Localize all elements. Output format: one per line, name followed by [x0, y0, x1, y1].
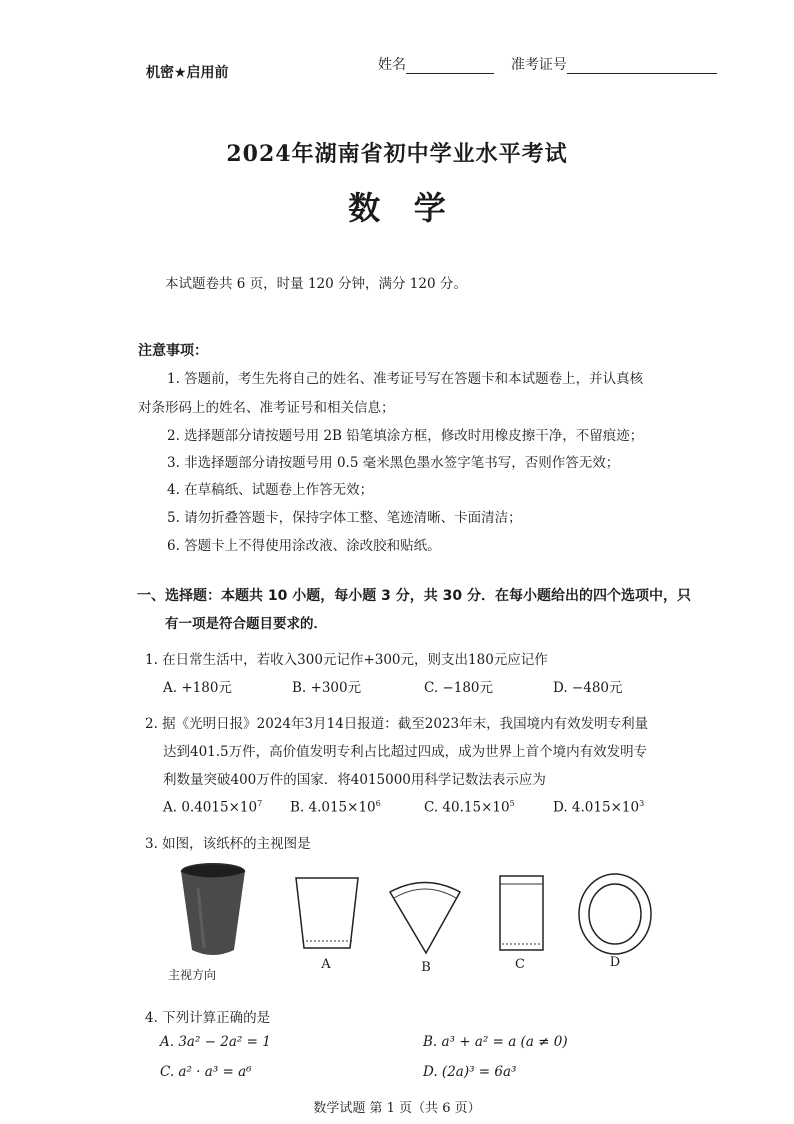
question-1-option-c: C. −180元 [424, 680, 494, 696]
notes-heading: 注意事项： [138, 343, 208, 359]
option-exponent: 7 [257, 799, 263, 808]
name-label: 姓名 [378, 57, 406, 73]
question-1-option-d: D. −480元 [553, 680, 623, 696]
option-b-figure [390, 883, 460, 954]
exam-number-blank [567, 59, 717, 74]
question-4-option-b: B. a³ + a² = a (a ≠ 0) [423, 1034, 568, 1050]
question-2-option-a [163, 799, 262, 816]
figure-label-b: B [421, 960, 431, 975]
option-d-figure [579, 874, 651, 954]
note-line: 6. 答题卡上不得使用涂改液、涂改胶和贴纸。 [167, 538, 441, 554]
section-title-cont: 有一项是符合题目要求的． [165, 616, 327, 632]
option-exponent: 6 [375, 799, 381, 808]
name-blank [406, 59, 494, 74]
option-base: B. 4.015×10 [290, 799, 376, 816]
view-direction-label: 主视方向 [168, 968, 217, 982]
question-3-figure [150, 858, 670, 988]
confidential-label: 机密★启用前 [146, 65, 229, 81]
exam-intro: 本试题卷共 6 页，时量 120 分钟，满分 120 分。 [165, 276, 467, 292]
question-2-stem: 2. 据《光明日报》2024年3月14日报道：截至2023年末，我国境内有效发明专利量 [145, 716, 649, 732]
note-line: 1. 答题前，考生先将自己的姓名、准考证号写在答题卡和本试题卷上，并认真核 [167, 371, 644, 387]
note-line: 5. 请勿折叠答题卡，保持字体工整、笔迹清晰、卡面清洁； [167, 510, 522, 526]
option-base: A. 0.4015×10 [163, 799, 258, 816]
figure-label-d: D [609, 955, 621, 970]
question-2-stem: 达到401.5万件，高价值发明专利占比超过四成，成为世界上首个境内有效发明专 [163, 744, 648, 760]
question-1-stem: 1. 在日常生活中，若收入300元记作+300元，则支出180元应记作 [145, 652, 548, 668]
option-exponent: 3 [639, 799, 645, 808]
page-footer: 数学试题 第 1 页（共 6 页） [313, 1101, 481, 1116]
question-1-option-a: A. +180元 [163, 680, 232, 696]
note-line: 4. 在草稿纸、试题卷上作答无效； [167, 482, 374, 498]
option-exponent: 5 [509, 799, 515, 808]
figure-label-a: A [321, 957, 331, 972]
exam-title: 2024年湖南省初中学业水平考试 [226, 141, 568, 167]
option-base: D. 4.015×10 [553, 799, 640, 816]
note-line: 3. 非选择题部分请按题号用 0.5 毫米黑色墨水签字笔书写，否则作答无效； [167, 455, 620, 471]
option-base: C. 40.15×10 [424, 799, 510, 816]
candidate-info [378, 54, 717, 74]
section-title: 一、选择题：本题共 10 小题，每小题 3 分，共 30 分．在每小题给出的四个选项中，只 [137, 588, 691, 604]
note-line: 对条形码上的姓名、准考证号和相关信息； [138, 400, 395, 416]
question-3-stem: 3. 如图，该纸杯的主视图是 [145, 836, 311, 852]
question-1-option-b: B. +300元 [292, 680, 362, 696]
question-2-stem: 利数量突破400万件的国家．将4015000用科学记数法表示应为 [163, 772, 546, 788]
option-a-figure [296, 878, 358, 948]
question-4-stem: 4. 下列计算正确的是 [145, 1010, 271, 1026]
paper-cup-image [181, 863, 245, 955]
figure-label-c: C [515, 957, 525, 972]
question-4-option-a: A. 3a² − 2a² = 1 [160, 1034, 271, 1050]
question-4-option-d: D. (2a)³ = 6a³ [423, 1064, 517, 1080]
question-2-option-b [290, 799, 381, 816]
question-4-option-c: C. a² · a³ = a⁶ [160, 1064, 252, 1080]
subject-title: 数 学 [348, 189, 446, 227]
note-line: 2. 选择题部分请按题号用 2B 铅笔填涂方框，修改时用橡皮擦干净，不留痕迹； [167, 428, 644, 444]
option-c-figure [500, 876, 543, 950]
exam-number-label: 准考证号 [510, 57, 567, 73]
question-2-option-c [424, 799, 515, 816]
question-2-option-d [553, 799, 644, 816]
